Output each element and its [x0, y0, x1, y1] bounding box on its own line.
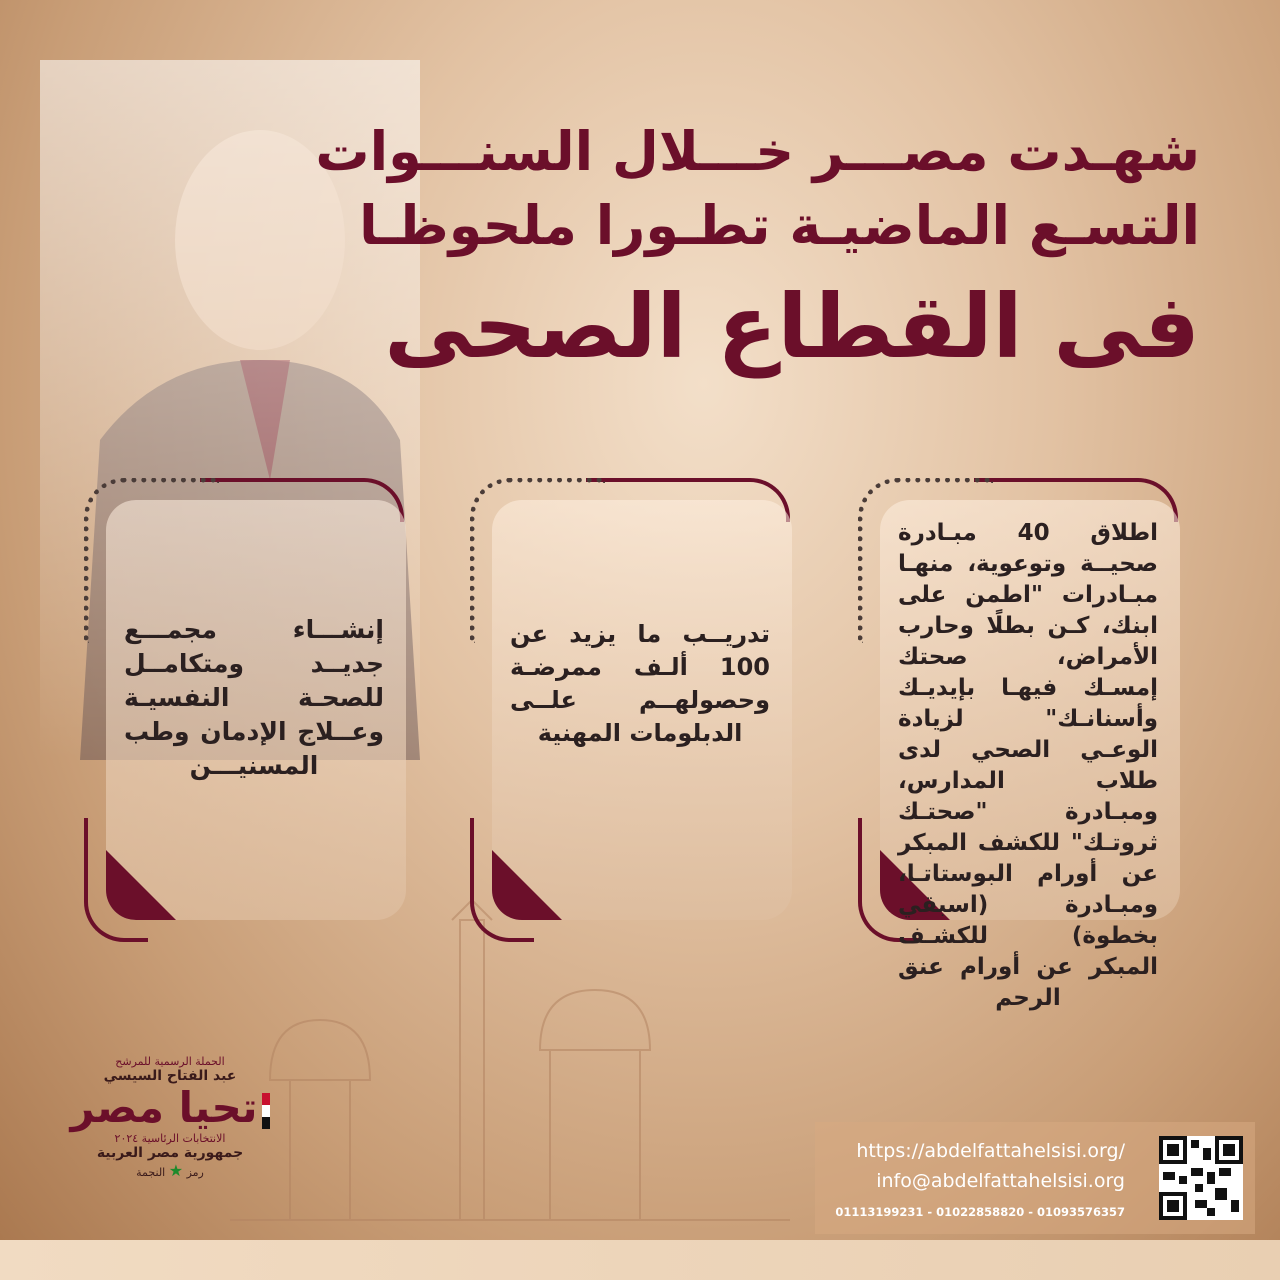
- star-icon: ★: [168, 1161, 184, 1180]
- achievement-card-initiatives: [858, 478, 1198, 1011]
- card-text: اطلاق 40 مبـادرة صحيــة وتوعوية، منهـا مبـادرات "اطمن على ابنك، كـن بطلًا وحارب الأمراض، صحتك إمسـك فيهـا بإيديـك وأسنانـك" لزيادة الوعـي الصحي لدى طلاب المدارس، ومبـادرة "صحتـك ثروتـك" للكشف المبكر عن أورام البوستاتـا، ومبـادرة (اسبقي بخطوة) للكشـف المبكر عن أورام عنق الرحم: [898, 520, 1158, 1011]
- campaign-logo: [60, 1055, 280, 1225]
- headline-line-3: فى القطاع الصحى: [384, 275, 1200, 378]
- headline: [300, 115, 1200, 387]
- slogan: [60, 1084, 280, 1132]
- republic-label: جمهورية مصر العربية: [96, 1145, 244, 1161]
- website-link[interactable]: https://abdelfattahelsisi.org/: [856, 1140, 1125, 1162]
- egypt-flag-icon: [262, 1093, 270, 1129]
- campaign-label: الحملة الرسمية للمرشح: [115, 1055, 225, 1068]
- symbol-row: [60, 1161, 280, 1180]
- email-link[interactable]: info@abdelfattahelsisi.org: [876, 1170, 1125, 1192]
- slogan-text: تحيا مصر: [70, 1083, 258, 1132]
- headline-line-1: شهـدت مصـــر خـــلال السنـــوات: [315, 120, 1200, 183]
- contact-lines: [835, 1136, 1125, 1222]
- candidate-name: عبد الفتاح السيسي: [103, 1068, 237, 1084]
- card-text: إنشـــاء مجمـــع جديــد ومتكامــل للصحـة النفسيـة وعــلاج الإدمان وطب المسنيـــن: [124, 615, 384, 780]
- card-corner-triangle: [492, 850, 562, 920]
- achievement-card-nurses: [470, 478, 810, 942]
- symbol-label: رمز: [186, 1166, 204, 1179]
- elections-label: الانتخابات الرئاسية ٢٠٢٤: [114, 1132, 226, 1145]
- headline-line-2: التسـع الماضيـة تطـورا ملحوظـا: [359, 194, 1200, 257]
- symbol-name: النجمة: [136, 1166, 166, 1179]
- phone-numbers: 01113199231 - 01022858820 - 01093576357: [835, 1205, 1125, 1219]
- bottom-band: [0, 1240, 1280, 1280]
- card-text: تدريــب ما يزيد عن 100 ألـف ممرضـة وحصولهــم علــى الدبلومات المهنية: [510, 620, 770, 747]
- achievement-card-mental-health: [84, 478, 424, 942]
- cairo-skyline-illustration: [230, 900, 790, 1240]
- qr-code-icon[interactable]: [1159, 1136, 1243, 1220]
- card-corner-triangle: [106, 850, 176, 920]
- contact-box: [815, 1122, 1255, 1234]
